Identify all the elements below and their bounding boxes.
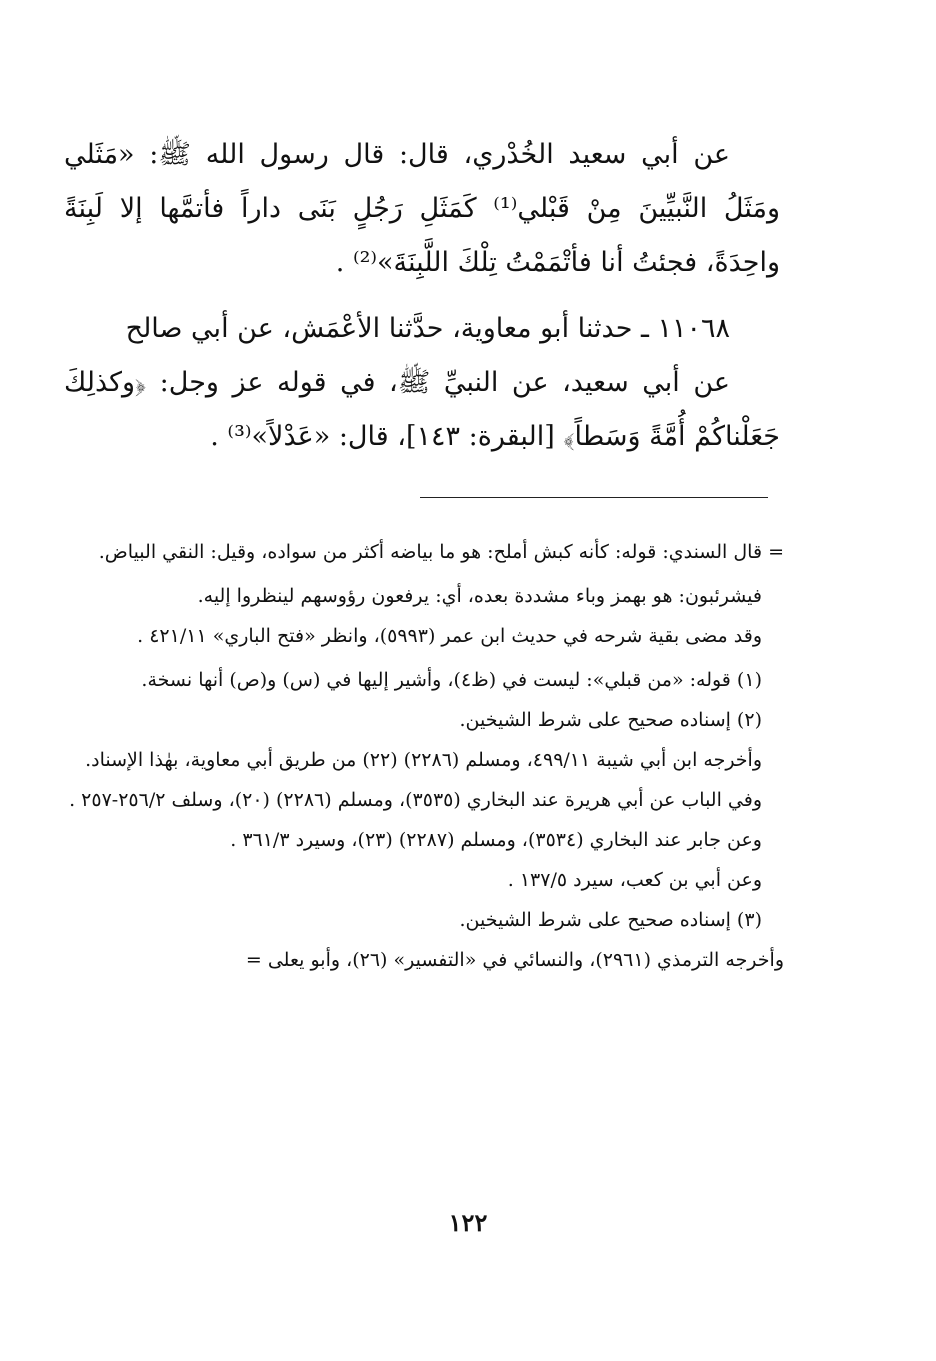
footnote-line: وأخرجه الترمذي (٢٩٦١)، والنسائي في «التفسير» (٢٦)، وأبو يعلى = — [245, 949, 784, 971]
hadith-heading-11068: ١١٠٦٨ ـ حدثنا أبو معاوية، حدَّثنا الأعْمَش، عن أبي صالح — [125, 313, 730, 344]
footnote-line: = قال السندي: قوله: كأنه كبش أملح: هو ما بياضه أكثر من سواده، وقيل: النقي البياض. — [98, 541, 784, 563]
footnote-line: فيشرئبون: هو بهمز وباء مشددة بعده، أي: يرفعون رؤوسهم لينظروا إليه. — [197, 585, 762, 607]
footnote-line: وعن جابر عند البخاري (٣٥٣٤)، ومسلم (٢٢٨٧) (٢٣)، وسيرد ٣٦١/٣ . — [230, 829, 762, 851]
hadith-paragraph-2: عن أبي سعيد، عن النبيِّ ﷺ، في قوله عز وجل: ﴿وكذلِكَ جَعَلْناكُمْ أُمَّةً وَسَطاً﴾ [البقرة: ١٤٣]، قال: «عَدْلاً»⁽³⁾ . — [64, 367, 780, 452]
footnote-divider — [420, 497, 768, 498]
footnote-2: (٢) إسناده صحيح على شرط الشيخين. — [459, 709, 762, 731]
hadith-paragraph-1: عن أبي سعيد الخُدْري، قال: قال رسول الله ﷺ: «مَثَلي ومَثَلُ النَّبيِّينَ مِنْ قَبْلي⁽¹⁾ كَمَثَلِ رَجُلٍ بَنَى داراً فأتمَّها إلا لَبِنَةً واحِدَةً، فجئتُ أنا فأتْمَمْتُ تِلْكَ اللَّبِنَةَ»⁽²⁾ . — [64, 139, 780, 278]
footnote-1: (١) قوله: «من قبلي»: ليست في (ظ٤)، وأشير إليها في (س) و(ص) أنها نسخة. — [141, 669, 762, 691]
footnote-line: وقد مضى بقية شرحه في حديث ابن عمر (٥٩٩٣)، وانظر «فتح الباري» ٤٢١/١١ . — [137, 625, 762, 647]
page-number: ١٢٢ — [448, 1208, 488, 1237]
main-text — [64, 128, 780, 464]
footnote-3: (٣) إسناده صحيح على شرط الشيخين. — [459, 909, 762, 931]
footnote-line: وعن أبي بن كعب، سيرد ١٣٧/٥ . — [507, 869, 762, 891]
footnote-line: وأخرجه ابن أبي شيبة ٤٩٩/١١، ومسلم (٢٢٨٦) (٢٢) من طريق أبي معاوية، بهٰذا الإسناد. — [85, 749, 762, 771]
footnotes — [68, 528, 784, 980]
footnote-line: وفي الباب عن أبي هريرة عند البخاري (٣٥٣٥)، ومسلم (٢٢٨٦) (٢٠)، وسلف ٢٥٦/٢-٢٥٧ . — [69, 789, 762, 811]
